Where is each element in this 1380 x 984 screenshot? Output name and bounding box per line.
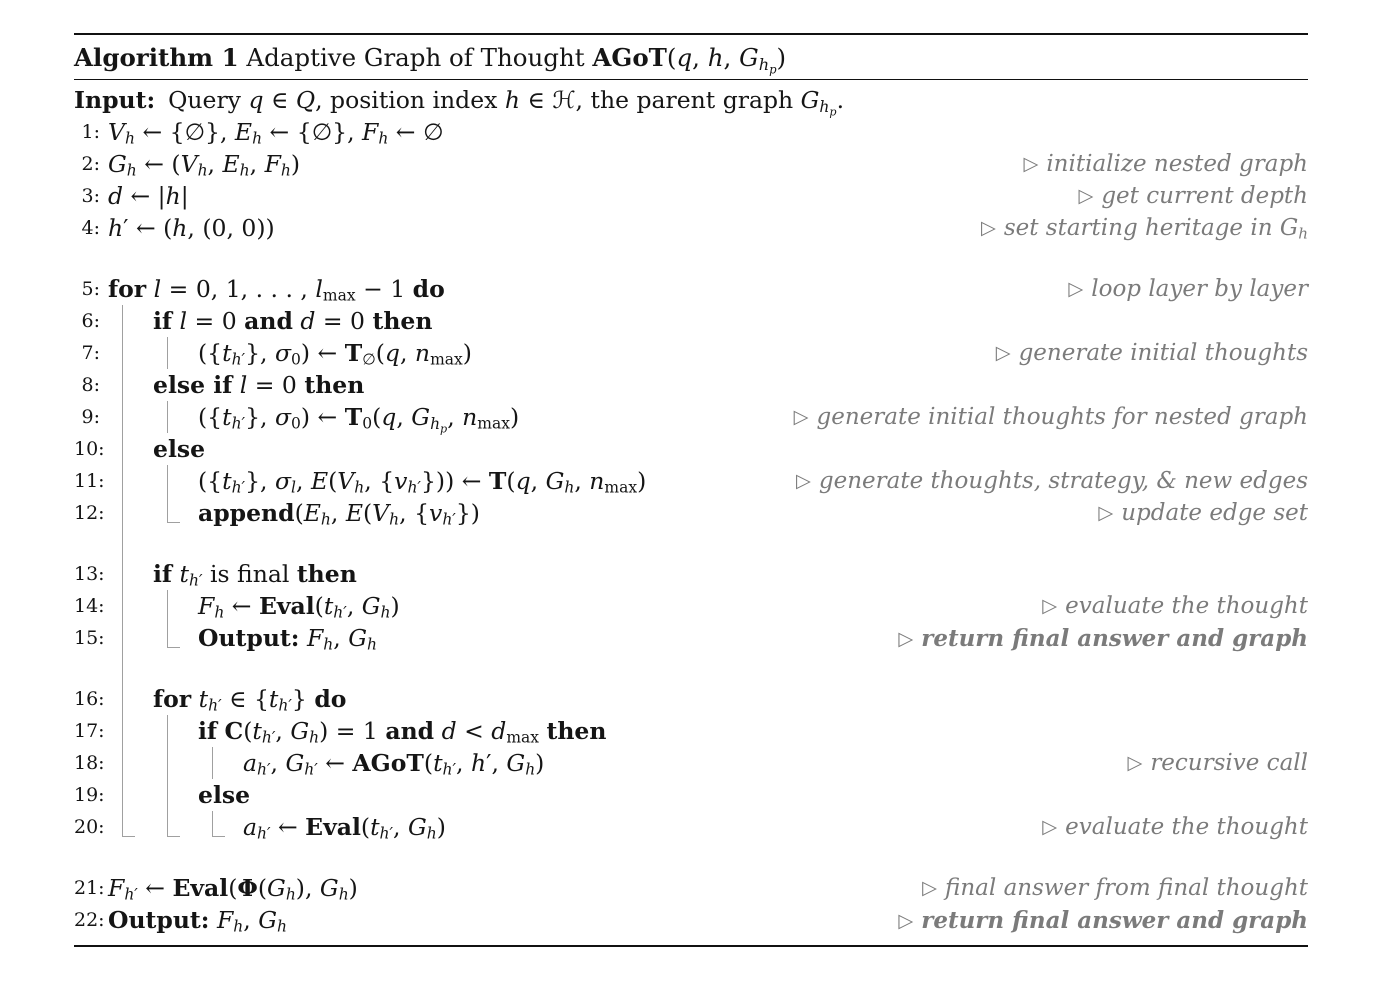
code-text: else xyxy=(153,435,206,464)
algorithm-line-9 xyxy=(74,401,1308,436)
line-number: 17: xyxy=(74,720,105,743)
comment xyxy=(963,215,1308,244)
algorithm-line-16 xyxy=(74,683,1308,715)
comment-text: set starting heritage in $G_h$ xyxy=(1003,215,1308,244)
line-number: 11: xyxy=(74,470,105,493)
comment-triangle-icon: ▷ xyxy=(1042,815,1058,839)
indent-guide-bar xyxy=(108,465,153,497)
indent-guide-hook xyxy=(153,811,198,843)
indent-guide-hook xyxy=(108,811,153,843)
comment-triangle-icon: ▷ xyxy=(1023,152,1039,176)
comment xyxy=(880,625,1308,652)
code-text: $a_{h'}$ ← $Eval(t_{h'}$, $G_h$) xyxy=(243,813,446,844)
comment xyxy=(880,907,1308,934)
line-number: 2: xyxy=(81,153,100,176)
indent-guide-bar xyxy=(108,305,153,337)
comment-triangle-icon: ▷ xyxy=(898,626,914,650)
comment-triangle-icon: ▷ xyxy=(898,908,914,932)
algorithm-line-3 xyxy=(74,180,1308,212)
algorithm-gap-row xyxy=(74,843,1308,872)
algorithm-line-21 xyxy=(74,872,1308,904)
algorithm-gap-row xyxy=(74,654,1308,683)
indent-guide-bar xyxy=(108,337,153,369)
algorithm-line-5 xyxy=(74,273,1308,305)
line-number: 4: xyxy=(81,217,100,240)
comment-text: recursive call xyxy=(1150,750,1308,777)
indent-guide-bar xyxy=(108,683,153,715)
comment-text: evaluate the thought xyxy=(1065,593,1308,620)
code-text: for $t_{h'}$ ∈ $\{t_{h'}\}$ do xyxy=(153,685,347,716)
indent-guide-bar xyxy=(108,622,153,654)
comment-triangle-icon: ▷ xyxy=(995,341,1011,365)
code-text: else if l = 0 then xyxy=(153,371,365,400)
algorithm-line-7 xyxy=(74,337,1308,369)
line-number: 14: xyxy=(74,595,105,618)
indent-guide-hook xyxy=(198,811,243,843)
indent-guide-bar xyxy=(153,337,198,369)
comment-text: generate thoughts, strategy, & new edges xyxy=(818,468,1308,495)
indent-guide-bar xyxy=(153,747,198,779)
comment xyxy=(776,404,1308,430)
algorithm-line-8 xyxy=(74,369,1308,401)
indent-guide-hook xyxy=(153,622,198,654)
input-label: Input: xyxy=(74,85,156,114)
line-number: 18: xyxy=(74,752,105,775)
algorithm-body xyxy=(74,80,1308,936)
comment-text: loop layer by layer xyxy=(1091,276,1308,303)
code-text: ($\{t_{h'}\}$, $\sigma_0$) ← $T_0(q$, $G_{h_p}$, $n_{max}$) xyxy=(198,403,520,436)
algorithm-line-4 xyxy=(74,212,1308,244)
code-text: ($\{t_{h'}\}$, $\sigma_l$, $E(V_h$, $\{v_{h'}\}$)) ← T(q, $G_h$, $n_{max}$) xyxy=(198,467,647,498)
algorithm-line-17 xyxy=(74,715,1308,747)
indent-guide-bar xyxy=(153,590,198,622)
indent-guide-bar xyxy=(108,529,153,558)
comment-text: generate initial thoughts xyxy=(1018,340,1308,367)
comment-triangle-icon: ▷ xyxy=(1098,501,1114,525)
indent-guide-bar xyxy=(108,779,153,811)
code-text: d ← |h| xyxy=(108,182,189,211)
line-number: 20: xyxy=(74,816,105,839)
comment-triangle-icon: ▷ xyxy=(922,876,938,900)
indent-guide-bar xyxy=(153,715,198,747)
algorithm-line-6 xyxy=(74,305,1308,337)
code-text: $V_h$ ← {∅}, $E_h$ ← {∅}, $F_h$ ← ∅ xyxy=(108,118,444,149)
comment xyxy=(904,875,1308,901)
indent-guide-bar xyxy=(153,401,198,433)
indent-guide-bar xyxy=(108,401,153,433)
code-text: h′ ← (h, (0, 0)) xyxy=(108,214,275,243)
line-number: 1: xyxy=(81,121,100,144)
indent-guide-bar xyxy=(108,590,153,622)
algorithm-line-11 xyxy=(74,465,1308,497)
comment-text: evaluate the thought xyxy=(1065,814,1308,841)
line-number: 5: xyxy=(81,278,100,301)
indent-guide-bar xyxy=(108,715,153,747)
algorithm-lines xyxy=(74,116,1308,936)
comment xyxy=(1005,151,1308,177)
algorithm-line-22 xyxy=(74,904,1308,936)
comment-triangle-icon: ▷ xyxy=(796,469,811,493)
code-text: ($\{t_{h'}\}$, $\sigma_0$) ← $T_\emptyset(q$, $n_{max}$) xyxy=(198,339,472,370)
comment-triangle-icon: ▷ xyxy=(793,405,809,429)
algorithm-line-1 xyxy=(74,116,1308,148)
indent-guide-bar xyxy=(108,497,153,529)
comment xyxy=(1050,276,1308,302)
algorithm-line-19 xyxy=(74,779,1308,811)
algorithm-line-10 xyxy=(74,433,1308,465)
line-number: 13: xyxy=(74,563,105,586)
comment-text: generate initial thoughts for nested graph xyxy=(816,404,1308,431)
comment-text: get current depth xyxy=(1101,183,1308,210)
algorithm-line-12 xyxy=(74,497,1308,529)
code-text: $F_h$ ← $Eval(t_{h'}$, $G_h$) xyxy=(198,592,400,623)
code-text: if l = 0 and d = 0 then xyxy=(153,307,433,336)
comment-triangle-icon: ▷ xyxy=(1127,751,1143,775)
comment-triangle-icon: ▷ xyxy=(1068,277,1084,301)
comment-text: return final answer and graph xyxy=(921,624,1308,652)
algorithm-gap-row xyxy=(74,529,1308,558)
input-line xyxy=(74,83,1308,116)
indent-guide-hook xyxy=(153,497,198,529)
comment-text: initialize nested graph xyxy=(1046,151,1308,178)
indent-guide-bar xyxy=(153,779,198,811)
code-text: if $C(t_{h'}$, $G_h) = 1$ and $d < d_{max}$ then xyxy=(198,717,607,748)
indent-guide-bar xyxy=(153,465,198,497)
code-text: Output: $F_h$, $G_h$ xyxy=(198,624,377,655)
indent-guide-bar xyxy=(108,654,153,683)
code-text: for l = 0, 1, . . . , $l_{max} - 1$ do xyxy=(108,275,445,306)
input-text: Query q ∈ Q, position index h ∈ ℋ, the parent graph $G_{h_p}$. xyxy=(168,85,845,118)
comment-text: final answer from final thought xyxy=(945,875,1308,902)
line-number: 10: xyxy=(74,438,105,461)
algorithm-gap-row xyxy=(74,244,1308,273)
line-number: 9: xyxy=(81,406,100,429)
line-number: 19: xyxy=(74,784,105,807)
code-text: $a_{h'}$, $G_{h'}$ ← $AGoT(t_{h'}$, h′, $G_h$) xyxy=(243,749,545,780)
line-number: 3: xyxy=(81,185,100,208)
code-text: if $t_{h'}$ is final then xyxy=(153,560,357,591)
comment xyxy=(978,340,1308,366)
indent-guide-bar xyxy=(108,433,153,465)
indent-guide-bar xyxy=(198,747,243,779)
algorithm-caption: Algorithm 1 Adaptive Graph of Thought AGoT(q, h, $G_{h_p}$) xyxy=(74,43,787,77)
line-number: 12: xyxy=(74,502,105,525)
comment-triangle-icon: ▷ xyxy=(1042,594,1058,618)
indent-guide-bar xyxy=(108,369,153,401)
code-text: else xyxy=(198,781,251,810)
line-number: 15: xyxy=(74,627,105,650)
algorithm-line-14 xyxy=(74,590,1308,622)
line-number: 6: xyxy=(81,310,100,333)
comment xyxy=(1080,500,1308,526)
comment-text: update edge set xyxy=(1121,500,1308,527)
code-text: $G_h$ ← ($V_h$, $E_h$, $F_h$) xyxy=(108,150,301,181)
comment xyxy=(1024,814,1308,840)
indent-guide-bar xyxy=(108,747,153,779)
comment xyxy=(778,468,1308,494)
algorithm-line-15 xyxy=(74,622,1308,654)
algorithm-line-2 xyxy=(74,148,1308,180)
line-number: 8: xyxy=(81,374,100,397)
line-number: 16: xyxy=(74,688,105,711)
code-text: $F_{h'}$ ← $Eval(\Phi(G_h)$, $G_h$) xyxy=(108,874,358,905)
algorithm-line-13 xyxy=(74,558,1308,590)
indent-guide-bar xyxy=(108,558,153,590)
comment-triangle-icon: ▷ xyxy=(1078,184,1094,208)
comment xyxy=(1060,183,1308,209)
comment-triangle-icon: ▷ xyxy=(980,216,996,240)
code-text: Output: $F_h$, $G_h$ xyxy=(108,906,287,937)
line-number: 22: xyxy=(74,909,105,932)
comment-text: return final answer and graph xyxy=(921,906,1308,934)
line-number: 21: xyxy=(74,877,105,900)
line-number: 7: xyxy=(81,342,100,365)
comment xyxy=(1109,750,1308,776)
comment xyxy=(1024,593,1308,619)
algorithm-line-20 xyxy=(74,811,1308,843)
bottom-rule xyxy=(74,945,1308,947)
code-text: $append(E_h$, $E(V_h$, $\{v_{h'}\}$) xyxy=(198,499,480,530)
algorithm-line-18 xyxy=(74,747,1308,779)
